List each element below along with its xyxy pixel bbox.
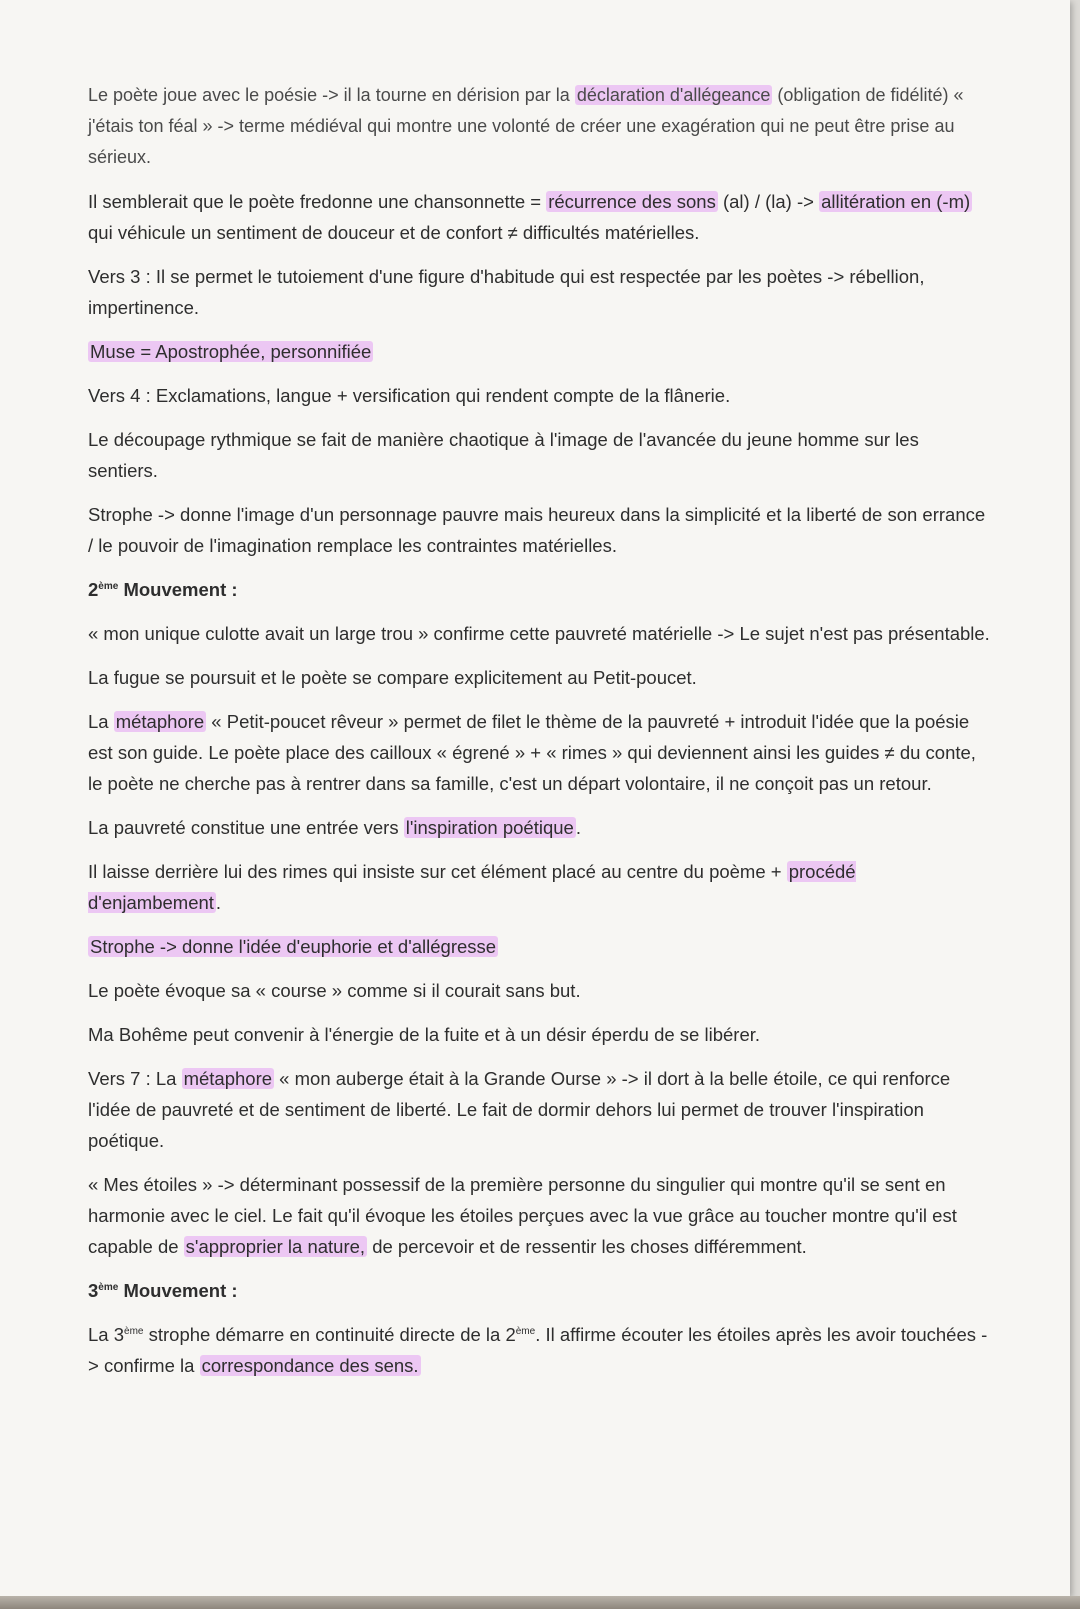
paragraph: Il laisse derrière lui des rimes qui insiste sur cet élément placé au centre du poème + procédé d'enjambement . xyxy=(88,861,856,913)
paragraph: Il semblerait que le poète fredonne une chansonnette = récurrence des sons (al) / (la) -> allitération en (-m) qui véhicule un sentiment de douceur et de confort ≠ difficultés matérielles. xyxy=(88,191,971,243)
highlight: métaphore xyxy=(183,1068,273,1089)
paragraph: Vers 3 : Il se permet le tutoiement d'une figure d'habitude qui est respectée par les poètes -> rébellion, impertinence. xyxy=(88,266,925,318)
highlight: correspondance des sens. xyxy=(201,1355,419,1376)
paragraph: La métaphore « Petit-poucet rêveur » permet de filet le thème de la pauvreté + introduit l'idée que la poésie est son guide. Le poète place des cailloux « égrené » + « rimes » qui deviennent ainsi les guides ≠ du conte, le poète ne cherche pas à rentrer dans sa famille, c'est un départ volontaire, il ne conçoit pas un retour. xyxy=(88,711,976,794)
highlight: métaphore xyxy=(115,711,205,732)
highlight: Muse = Apostrophée, personnifiée xyxy=(90,341,372,362)
paragraph xyxy=(88,336,993,367)
highlight: déclaration d'allégeance xyxy=(576,85,771,105)
section-heading-mouvement-3: 3ème Mouvement : xyxy=(88,1280,238,1301)
paragraph xyxy=(88,931,993,962)
table-surface xyxy=(0,1596,1080,1609)
highlight: récurrence des sons xyxy=(548,191,716,212)
highlight: Strophe -> donne l'idée d'euphorie et d'allégresse xyxy=(90,936,497,957)
paragraph: Le poète joue avec le poésie -> il la tourne en dérision par la déclaration d'allégeance (obligation de fidélité) « j'étais ton féal » -> terme médiéval qui montre une volonté de créer une exagération qui ne peut être prise au sérieux. xyxy=(88,85,964,167)
highlight: allitération en (-m) xyxy=(821,191,971,212)
paragraph: La fugue se poursuit et le poète se compare explicitement au Petit-poucet. xyxy=(88,667,697,688)
paragraph: « mon unique culotte avait un large trou » confirme cette pauvreté matérielle -> Le sujet n'est pas présentable. xyxy=(88,623,990,644)
notes-body xyxy=(88,80,993,1394)
paragraph: Le découpage rythmique se fait de manière chaotique à l'image de l'avancée du jeune homme sur les sentiers. xyxy=(88,429,919,481)
highlight: s'approprier la nature, xyxy=(185,1236,366,1257)
paragraph: Vers 4 : Exclamations, langue + versification qui rendent compte de la flânerie. xyxy=(88,385,731,406)
highlight: l'inspiration poétique xyxy=(405,817,574,838)
paragraph: La pauvreté constitue une entrée vers l'inspiration poétique . xyxy=(88,817,581,838)
paragraph: Ma Bohême peut convenir à l'énergie de la fuite et à un désir éperdu de se libérer. xyxy=(88,1024,761,1045)
paragraph: Vers 7 : La métaphore « mon auberge était à la Grande Ourse » -> il dort à la belle étoile, ce qui renforce l'idée de pauvreté et de sentiment de liberté. Le fait de dormir dehors lui permet de trouver l'inspiration poétique. xyxy=(88,1068,951,1151)
section-heading-mouvement-2: 2ème Mouvement : xyxy=(88,579,238,600)
paragraph: Strophe -> donne l'image d'un personnage pauvre mais heureux dans la simplicité et la liberté de son errance / le pouvoir de l'imagination remplace les contraintes matérielles. xyxy=(88,504,986,556)
paragraph: La 3ème strophe démarre en continuité directe de la 2ème. Il affirme écouter les étoiles après les avoir touchées -> confirme la correspondance des sens. xyxy=(88,1324,988,1376)
paragraph: Le poète évoque sa « course » comme si il courait sans but. xyxy=(88,980,581,1001)
paragraph: « Mes étoiles » -> déterminant possessif de la première personne du singulier qui montre qu'il se sent en harmonie avec le ciel. Le fait qu'il évoque les étoiles perçues avec la vue grâce au toucher montre qu'il est capable de s'approprier la nature, de percevoir et de ressentir les choses différemment. xyxy=(88,1174,957,1257)
highlight: procédé d'enjambement xyxy=(88,861,856,913)
